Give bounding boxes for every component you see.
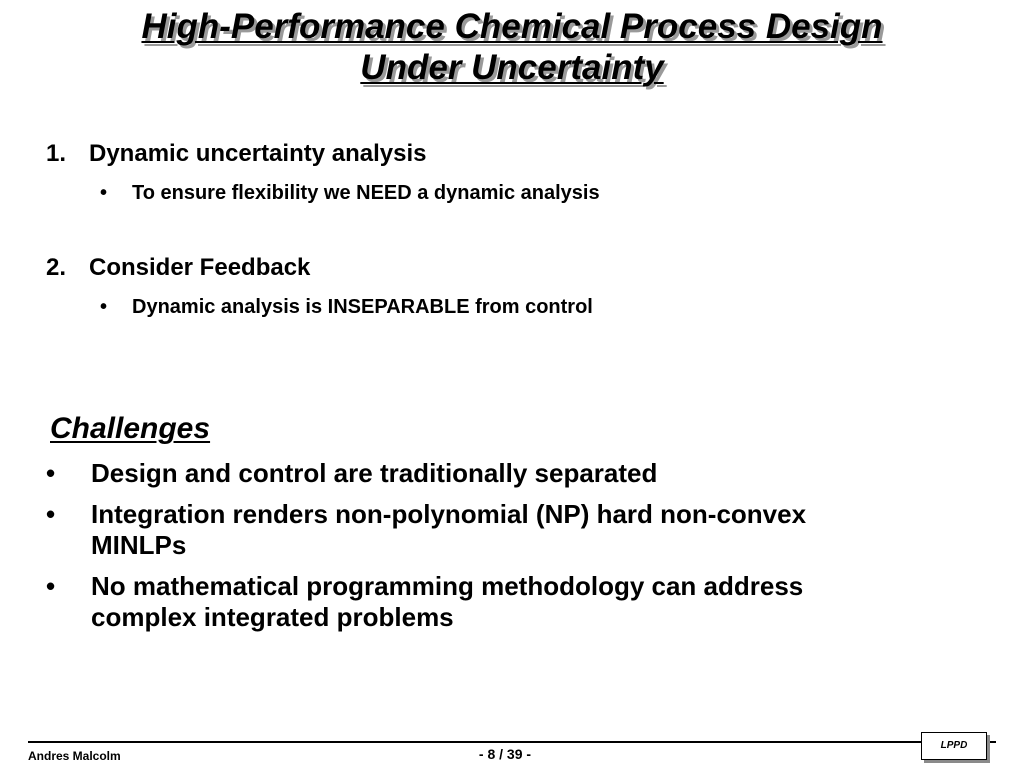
challenges-heading: Challenges — [50, 412, 211, 445]
item-text: Dynamic uncertainty analysis — [89, 140, 427, 167]
footer-author: Andres Malcolm — [28, 749, 121, 763]
challenge-text: Design and control are traditionally separated — [91, 458, 658, 488]
lppd-logo: LPPD — [921, 732, 987, 760]
sub-bullet-1 — [100, 181, 600, 205]
bullet-icon: • — [100, 296, 108, 318]
footer-divider — [28, 741, 996, 743]
challenge-item-2 — [46, 499, 906, 561]
slide-title-line-2: Under Uncertainty — [360, 48, 664, 87]
slide-title — [0, 6, 1024, 88]
bullet-icon: • — [46, 458, 56, 488]
item-text: Consider Feedback — [89, 254, 311, 281]
numbered-item-2 — [46, 254, 310, 282]
bullet-icon: • — [100, 182, 108, 204]
challenge-text: Integration renders non-polynomial (NP) hard non-convex MINLPs — [91, 499, 807, 560]
challenge-item-3 — [46, 571, 906, 633]
challenge-item-1 — [46, 458, 906, 489]
slide-title-line-1: High-Performance Chemical Process Design — [141, 7, 883, 46]
sub-bullet-text: To ensure flexibility we NEED a dynamic analysis — [132, 182, 600, 204]
bullet-icon: • — [46, 571, 56, 601]
item-number: 2. — [46, 254, 67, 281]
sub-bullet-2 — [100, 295, 593, 319]
bullet-icon: • — [46, 499, 56, 529]
numbered-item-1 — [46, 140, 426, 168]
sub-bullet-text: Dynamic analysis is INSEPARABLE from control — [132, 296, 593, 318]
item-number: 1. — [46, 140, 67, 167]
challenge-text: No mathematical programming methodology can address complex integrated problems — [91, 571, 804, 632]
page-number: - 8 / 39 - — [478, 746, 532, 762]
